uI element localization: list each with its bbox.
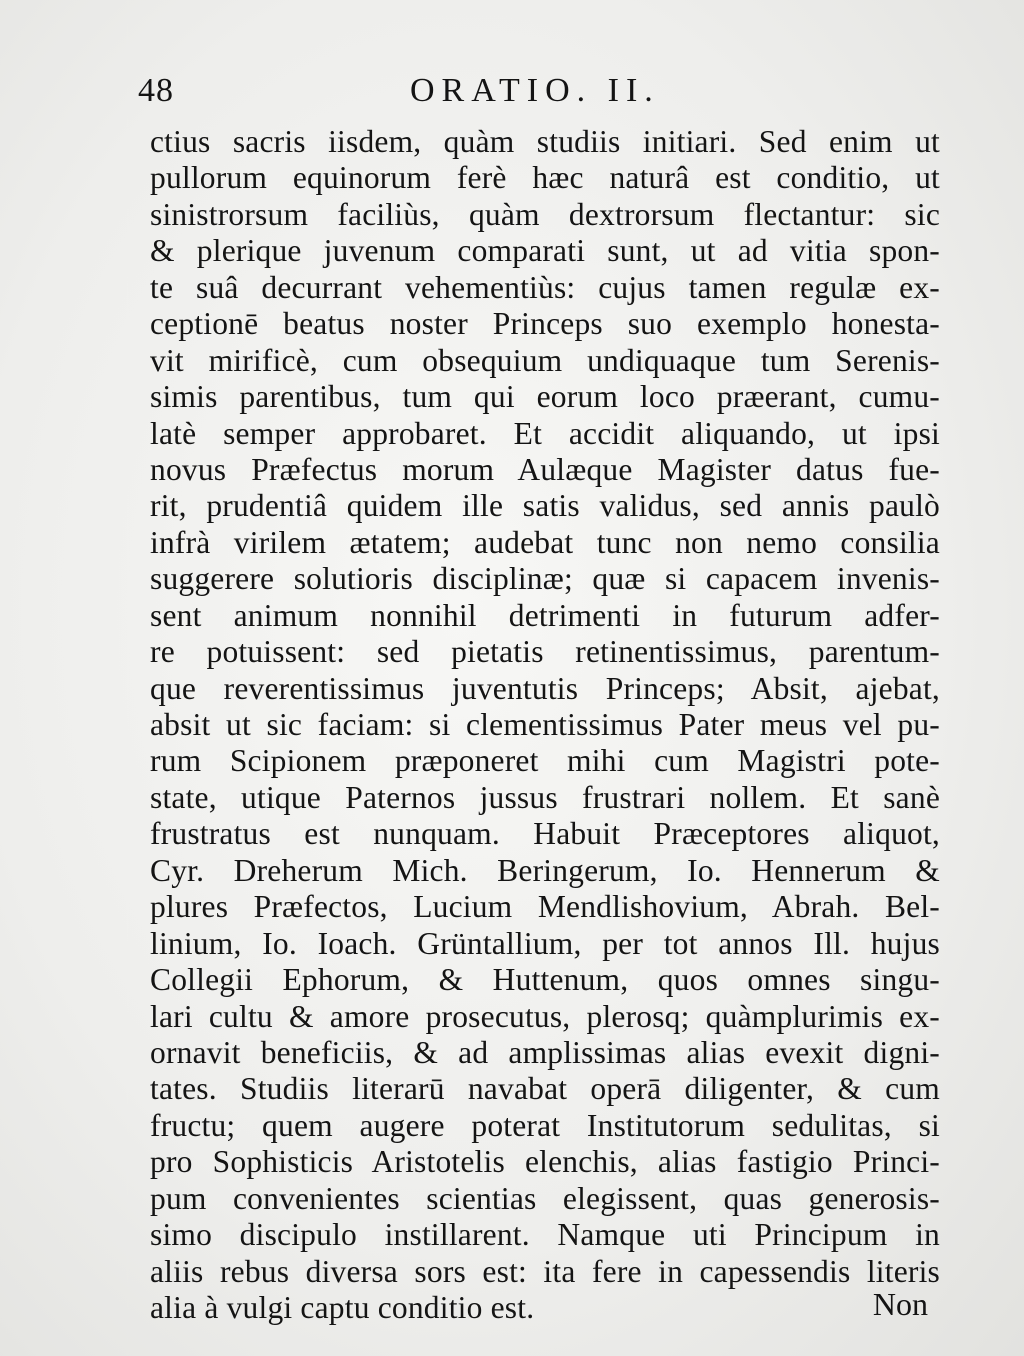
running-head xyxy=(138,72,938,122)
text-line: plures Præfectos, Lucium Mendlishovium, Abrah. Bel- xyxy=(150,889,940,925)
text-line: simis parentibus, tum qui eorum loco præerant, cumu- xyxy=(150,379,940,415)
text-line: tates. Studiis literarū navabat operā diligenter, & cum xyxy=(150,1071,940,1107)
text-line: pum convenientes scientias elegissent, quas generosis- xyxy=(150,1180,940,1216)
text-line: pullorum equinorum ferè hæc naturâ est conditio, ut xyxy=(150,160,940,196)
text-line: simo discipulo instillarent. Namque uti Principum in xyxy=(150,1217,940,1253)
text-line: ornavit beneficiis, & ad amplissimas alias evexit digni- xyxy=(150,1034,940,1070)
text-line: ctius sacris iisdem, quàm studiis initiari. Sed enim ut xyxy=(150,124,940,159)
catchword: Non xyxy=(872,1286,928,1322)
text-line: ceptionē beatus noster Princeps suo exemplo honesta- xyxy=(150,306,940,342)
text-line: rum Scipionem præponeret mihi cum Magistri pote- xyxy=(150,743,940,779)
text-line: infrà virilem ætatem; audebat tunc non nemo consilia xyxy=(150,524,940,560)
text-line: fructu; quem augere poterat Institutorum sedulitas, si xyxy=(150,1107,940,1143)
text-line: absit ut sic faciam: si clementissimus Pater meus vel pu- xyxy=(150,707,940,742)
text-line: alia à vulgi captu conditio est. xyxy=(150,1290,535,1325)
text-line: aliis rebus diversa sors est: ita fere in capessendis literis xyxy=(150,1253,940,1289)
text-line: Collegii Ephorum, & Huttenum, quos omnes singu- xyxy=(150,962,940,998)
text-line: suggerere solutioris disciplinæ; quæ si capacem invenis- xyxy=(150,561,940,597)
body-text xyxy=(150,124,940,1326)
text-line: rit, prudentiâ quidem ille satis validus, sed annis paulò xyxy=(150,488,940,524)
text-line: latè semper approbaret. Et accidit aliquando, ut ipsi xyxy=(150,415,940,451)
text-line: sent animum nonnihil detrimenti in futurum adfer- xyxy=(150,597,940,633)
page-number: 48 xyxy=(138,72,174,109)
text-line: & plerique juvenum comparati sunt, ut ad vitia spon- xyxy=(150,233,940,269)
text-line: pro Sophisticis Aristotelis elenchis, alias fastigio Princi- xyxy=(150,1144,940,1180)
text-line: vit mirificè, cum obsequium undiquaque tum Serenis- xyxy=(150,342,940,378)
running-title: ORATIO. II. xyxy=(410,72,660,109)
text-line: novus Præfectus morum Aulæque Magister datus fue- xyxy=(150,451,940,487)
text-line: frustratus est nunquam. Habuit Præceptores aliquot, xyxy=(150,816,940,852)
text-line: state, utique Paternos jussus frustrari nollem. Et sanè xyxy=(150,779,940,815)
text-line: re potuissent: sed pietatis retinentissimus, parentum- xyxy=(150,634,940,670)
text-line: que reverentissimus juventutis Princeps; Absit, ajebat, xyxy=(150,670,940,706)
text-line: lari cultu & amore prosecutus, plerosq; quàmplurimis ex- xyxy=(150,998,940,1034)
text-line: te suâ decurrant vehementiùs: cujus tamen regulæ ex- xyxy=(150,269,940,305)
text-line: sinistrorsum faciliùs, quàm dextrorsum flectantur: sic xyxy=(150,196,940,232)
text-line: linium, Io. Ioach. Grüntallium, per tot annos Ill. hujus xyxy=(150,925,940,961)
text-line: Cyr. Dreherum Mich. Beringerum, Io. Hennerum & xyxy=(150,852,940,888)
